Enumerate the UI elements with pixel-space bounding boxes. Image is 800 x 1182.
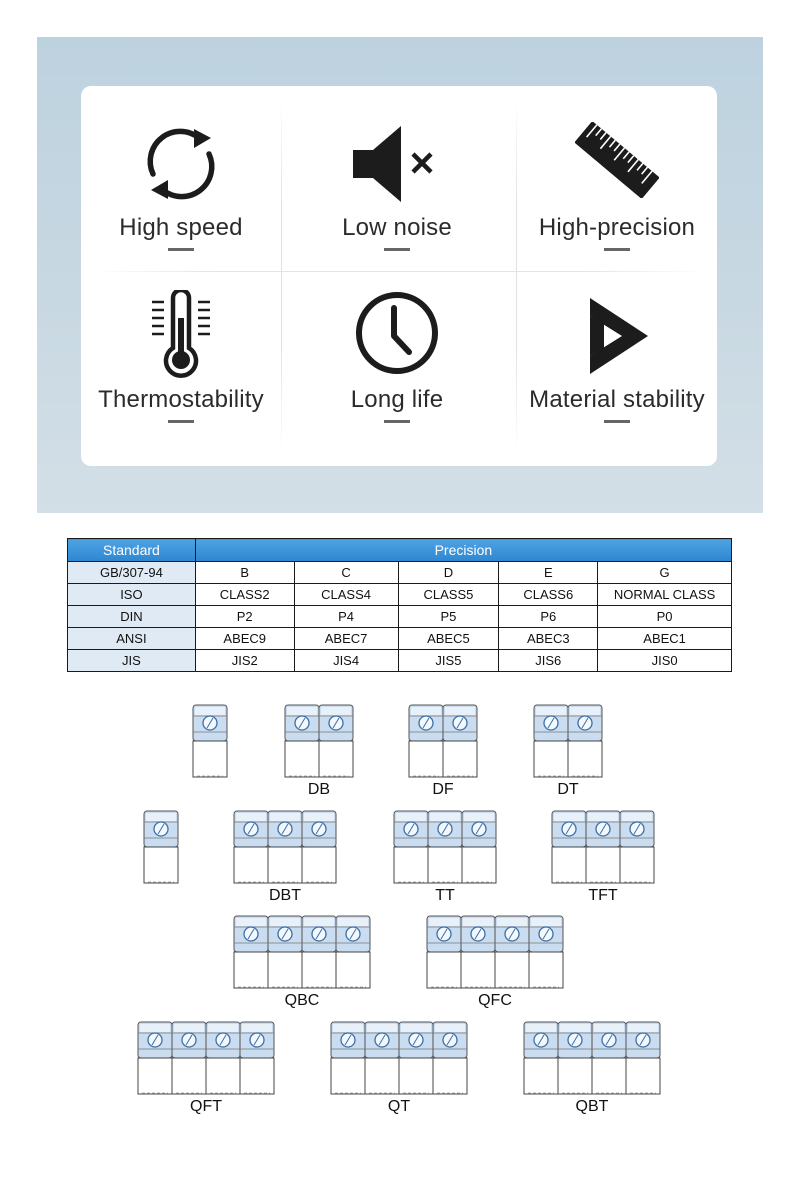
bearing-unit <box>399 1022 433 1094</box>
bearing-unit <box>365 1022 399 1094</box>
bearing-unit <box>552 811 586 883</box>
arrangement-label: QBC <box>284 992 320 1009</box>
table-row <box>68 650 732 672</box>
bearing-arrangement-diagram <box>233 810 337 884</box>
feature-dash <box>384 248 410 251</box>
feature-dash <box>604 248 630 251</box>
table-row-standard: DIN <box>68 606 196 628</box>
feature-dash <box>168 420 194 423</box>
table-cell: CLASS6 <box>499 584 598 606</box>
bearing-unit <box>302 916 336 988</box>
table-cell: P0 <box>598 606 732 628</box>
table-cell: JIS2 <box>195 650 294 672</box>
table-cell: E <box>499 562 598 584</box>
table-cell: ABEC1 <box>598 628 732 650</box>
bearing-unit <box>428 811 462 883</box>
ruler-icon <box>575 122 659 198</box>
table-cell: B <box>195 562 294 584</box>
arrangement-label: TFT <box>588 887 618 904</box>
triangle-arrow-icon <box>582 296 652 376</box>
table-cell: D <box>398 562 499 584</box>
bearing-unit <box>234 916 268 988</box>
bearing-arrangement-diagram <box>143 810 179 884</box>
arrangement-label: QT <box>387 1098 411 1115</box>
table-cell: ABEC5 <box>398 628 499 650</box>
bearing-unit <box>568 705 602 777</box>
arrangement-label: QFC <box>478 992 512 1009</box>
bearing-unit <box>285 705 319 777</box>
bearing-unit <box>331 1022 365 1094</box>
bearing-unit <box>592 1022 626 1094</box>
bearing-unit <box>319 705 353 777</box>
bearing-arrangement-diagram <box>533 704 603 778</box>
table-cell: CLASS5 <box>398 584 499 606</box>
table-cell: C <box>294 562 398 584</box>
feature-label: Long life <box>350 386 444 413</box>
bearing-unit <box>529 916 563 988</box>
table-cell: P5 <box>398 606 499 628</box>
feature-dash <box>604 420 630 423</box>
table-cell: P4 <box>294 606 398 628</box>
table-row <box>68 562 732 584</box>
thermometer-icon <box>146 290 216 380</box>
bearing-arrangement-diagram <box>551 810 655 884</box>
arrangement-label: DF <box>432 781 454 798</box>
bearing-unit <box>427 916 461 988</box>
bearing-unit <box>394 811 428 883</box>
feature-label: Low noise <box>342 214 452 241</box>
table-header-standard: Standard <box>68 539 196 562</box>
table-cell: ABEC3 <box>499 628 598 650</box>
bearing-unit <box>495 916 529 988</box>
bearing-unit <box>206 1022 240 1094</box>
table-cell: P2 <box>195 606 294 628</box>
bearing-arrangement-diagram <box>408 704 478 778</box>
bearing-arrangement-diagram <box>523 1021 661 1095</box>
table-row <box>68 628 732 650</box>
bearing-unit <box>558 1022 592 1094</box>
bearing-arrangement-diagram <box>137 1021 275 1095</box>
arrangement-label: TT <box>435 887 455 904</box>
bearing-unit <box>620 811 654 883</box>
bearing-unit <box>586 811 620 883</box>
clock-icon <box>354 290 440 376</box>
bearing-unit <box>461 916 495 988</box>
feature-low-noise <box>291 86 503 276</box>
bearing-unit <box>138 1022 172 1094</box>
bearing-unit <box>626 1022 660 1094</box>
bearing-arrangement-diagram <box>284 704 354 778</box>
feature-high-precision <box>511 86 723 276</box>
feature-label: Material stability <box>529 386 705 413</box>
feature-long-life <box>291 276 503 466</box>
bearing-unit <box>433 1022 467 1094</box>
bearing-unit <box>443 705 477 777</box>
bearing-unit <box>172 1022 206 1094</box>
arrangement-label: QFT <box>190 1098 222 1115</box>
feature-thermostability <box>75 276 287 466</box>
table-row-standard: JIS <box>68 650 196 672</box>
table-row <box>68 606 732 628</box>
table-row-standard: GB/307-94 <box>68 562 196 584</box>
table-row-standard: ISO <box>68 584 196 606</box>
bearing-unit <box>409 705 443 777</box>
bearing-unit <box>302 811 336 883</box>
rotate-arrows-icon <box>139 122 223 206</box>
bearing-unit <box>268 916 302 988</box>
bearing-unit <box>193 705 227 777</box>
table-cell: JIS5 <box>398 650 499 672</box>
bearing-unit <box>240 1022 274 1094</box>
table-cell: NORMAL CLASS <box>598 584 732 606</box>
table-cell: JIS0 <box>598 650 732 672</box>
bearing-unit <box>268 811 302 883</box>
bearing-arrangement-diagram <box>233 915 371 989</box>
table-cell: CLASS2 <box>195 584 294 606</box>
precision-table <box>67 538 732 672</box>
feature-material-stability <box>511 276 723 466</box>
bearing-arrangement-diagram <box>393 810 497 884</box>
table-cell: ABEC9 <box>195 628 294 650</box>
arrangement-label: QBT <box>575 1098 609 1115</box>
table-cell: ABEC7 <box>294 628 398 650</box>
speaker-mute-icon <box>349 124 445 204</box>
feature-dash <box>384 420 410 423</box>
feature-label: Thermostability <box>98 386 264 413</box>
bearing-unit <box>524 1022 558 1094</box>
bearing-unit <box>462 811 496 883</box>
table-header-row <box>68 539 732 562</box>
table-row-standard: ANSI <box>68 628 196 650</box>
table-cell: CLASS4 <box>294 584 398 606</box>
arrangement-label: DT <box>557 781 579 798</box>
feature-label: High-precision <box>538 214 696 241</box>
feature-label: High speed <box>119 214 243 241</box>
table-cell: JIS4 <box>294 650 398 672</box>
arrangement-label: DB <box>307 781 331 798</box>
table-header-precision: Precision <box>195 539 731 562</box>
table-row <box>68 584 732 606</box>
table-cell: P6 <box>499 606 598 628</box>
bearing-unit <box>234 811 268 883</box>
feature-dash <box>168 248 194 251</box>
bearing-arrangement-diagram <box>330 1021 468 1095</box>
bearing-arrangement-diagram <box>426 915 564 989</box>
feature-high-speed <box>75 86 287 276</box>
feature-card <box>81 86 717 466</box>
bearing-unit <box>336 916 370 988</box>
table-cell: JIS6 <box>499 650 598 672</box>
bearing-unit <box>534 705 568 777</box>
arrangement-label: DBT <box>269 887 301 904</box>
bearing-arrangement-diagram <box>192 704 228 778</box>
bearing-unit <box>144 811 178 883</box>
table-cell: G <box>598 562 732 584</box>
